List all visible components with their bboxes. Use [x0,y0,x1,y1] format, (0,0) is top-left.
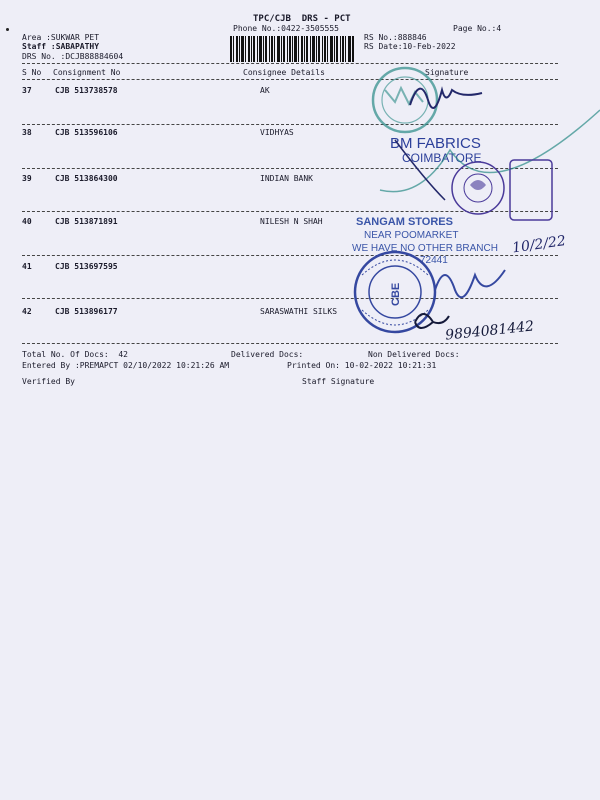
page-dot [6,28,9,31]
svg-text:72441: 72441 [420,255,448,266]
rubber-stamps [350,60,600,370]
drs-number: DRS No. :DCJB88884604 [22,52,124,61]
row-sno: 41 [22,262,32,271]
row-sno: 42 [22,307,32,316]
col-consignment: Consignment No [53,68,121,77]
svg-text:SANGAM STORES: SANGAM STORES [356,216,453,228]
row-sno: 40 [22,217,32,226]
row-consignee: VIDHYAS [260,128,294,137]
svg-text:BM FABRICS: BM FABRICS [390,135,481,152]
row-consignee: NILESH N SHAH [260,217,323,226]
printed-on: Printed On: 10-02-2022 10:21:31 [287,361,437,370]
rs-number: RS No.:888846 [364,33,427,42]
row-consignment: CJB 513738578 [55,86,118,95]
col-signature: Signature [425,68,469,77]
area-label: Area :SUKWAR PET [22,33,100,42]
row-consignment: CJB 513871891 [55,217,118,226]
svg-text:9894081442: 9894081442 [444,318,535,344]
staff-label: Staff :SABAPATHY [22,42,100,51]
row-sno: 38 [22,128,32,137]
svg-text:WE HAVE NO OTHER BRANCH: WE HAVE NO OTHER BRANCH [352,243,498,254]
row-consignee: INDIAN BANK [260,174,313,183]
row-sno: 39 [22,174,32,183]
rs-date: RS Date:10-Feb-2022 [364,42,456,51]
staff-signature: Staff Signature [302,377,375,386]
row-consignee: AK [260,86,270,95]
row-consignment: CJB 513697595 [55,262,118,271]
non-delivered-docs: Non Delivered Docs: [368,350,460,359]
col-sno: S No [22,68,42,77]
verified-by: Verified By [22,377,75,386]
row-consignee: SARASWATHI SILKS [260,307,338,316]
row-consignment: CJB 513896177 [55,307,118,316]
row-consignment: CJB 513596106 [55,128,118,137]
row-sno: 37 [22,86,32,95]
total-docs: Total No. Of Docs: 42 [22,350,128,359]
svg-text:10/2/22: 10/2/22 [511,233,567,257]
svg-text:NEAR POOMARKET: NEAR POOMARKET [364,230,459,241]
barcode [230,36,354,62]
svg-text:COIMBATORE: COIMBATORE [402,151,482,165]
svg-text:CBE: CBE [390,282,402,306]
report-title: TPC/CJB DRS - PCT [253,14,351,24]
entered-by: Entered By :PREMAPCT 02/10/2022 10:21:26 AM [22,361,230,370]
phone-number: Phone No.:0422-3505555 [233,24,339,33]
row-consignment: CJB 513864300 [55,174,118,183]
page-number: Page No.:4 [453,24,502,33]
delivered-docs: Delivered Docs: [231,350,304,359]
col-consignee: Consignee Details [243,68,325,77]
